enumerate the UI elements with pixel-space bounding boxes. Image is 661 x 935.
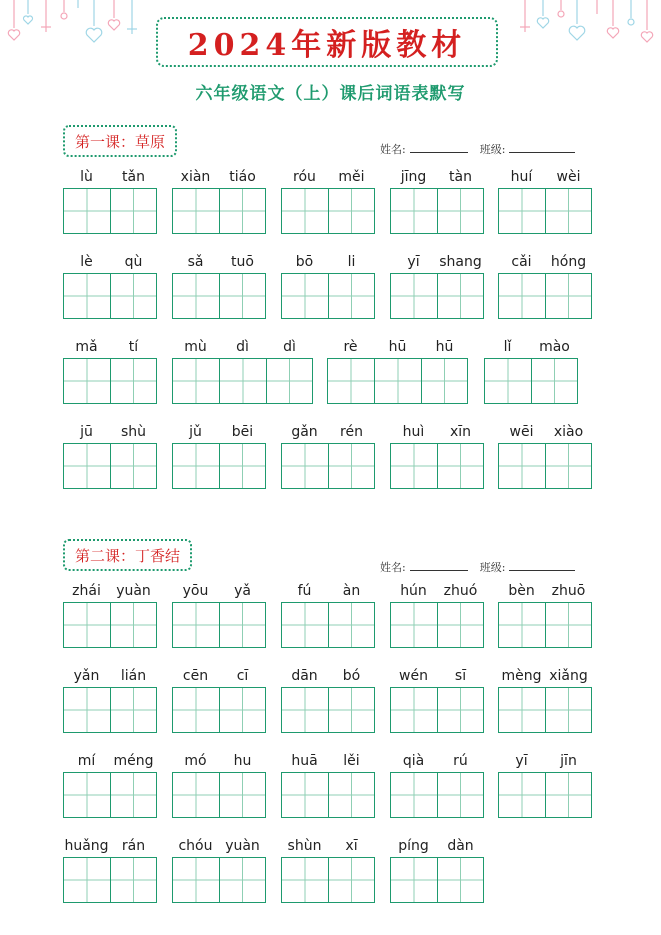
- writing-box[interactable]: [545, 772, 592, 818]
- pinyin-syllable: dì: [236, 339, 249, 355]
- title-banner: [156, 17, 498, 67]
- writing-box[interactable]: [484, 358, 532, 404]
- writing-box[interactable]: [110, 358, 157, 404]
- writing-box[interactable]: [172, 772, 220, 818]
- pinyin-syllable: hū: [388, 339, 407, 355]
- writing-box[interactable]: [328, 857, 375, 903]
- pinyin-syllable: dì: [283, 339, 296, 355]
- writing-box[interactable]: [281, 602, 329, 648]
- pinyin-syllable: tàn: [449, 169, 472, 185]
- writing-box[interactable]: [437, 687, 484, 733]
- word-group: [281, 253, 375, 319]
- word-group: [172, 837, 266, 903]
- writing-box[interactable]: [390, 772, 438, 818]
- pinyin-syllable: bō: [295, 254, 314, 270]
- word-group: [390, 253, 484, 319]
- writing-box[interactable]: [437, 273, 484, 319]
- writing-box[interactable]: [328, 443, 375, 489]
- writing-box[interactable]: [110, 772, 157, 818]
- writing-box[interactable]: [219, 358, 267, 404]
- pinyin-syllable: jīng: [400, 169, 427, 185]
- hanging-hearts-decoration-right: [515, 0, 655, 50]
- word-group: [63, 837, 157, 903]
- pinyin-syllable: qù: [124, 254, 143, 270]
- pinyin-syllable: fú: [297, 583, 312, 599]
- writing-box[interactable]: [63, 772, 111, 818]
- pinyin-syllable: xī: [345, 838, 358, 854]
- word-group: [281, 667, 375, 733]
- writing-box[interactable]: [63, 273, 111, 319]
- pinyin-syllable: jǔ: [189, 424, 202, 440]
- pinyin-syllable: cēn: [182, 668, 209, 684]
- writing-box[interactable]: [328, 772, 375, 818]
- pinyin-syllable: hóng: [550, 254, 587, 270]
- writing-box[interactable]: [437, 443, 484, 489]
- word-group: [63, 582, 157, 648]
- name-blank[interactable]: [410, 560, 468, 571]
- writing-box[interactable]: [281, 687, 329, 733]
- pinyin-syllable: méng: [113, 753, 154, 769]
- pinyin-syllable: dān: [291, 668, 318, 684]
- class-blank[interactable]: [509, 560, 575, 571]
- pinyin-syllable: bèn: [508, 583, 535, 599]
- pinyin-syllable: mǎ: [75, 339, 98, 355]
- pinyin-syllable: gǎn: [291, 424, 318, 440]
- writing-box[interactable]: [498, 443, 546, 489]
- pinyin-syllable: píng: [398, 838, 429, 854]
- pinyin-syllable: tuō: [231, 254, 254, 270]
- writing-box[interactable]: [63, 443, 111, 489]
- pinyin-syllable: lè: [80, 254, 93, 270]
- writing-box[interactable]: [219, 857, 266, 903]
- hanging-hearts-decoration-left: [6, 0, 146, 50]
- word-group: [172, 168, 266, 234]
- writing-box[interactable]: [63, 857, 111, 903]
- writing-box[interactable]: [219, 188, 266, 234]
- pinyin-syllable: huì: [402, 424, 425, 440]
- writing-box[interactable]: [390, 443, 438, 489]
- word-group: [172, 338, 313, 404]
- lesson-label: 第一课：草原: [63, 125, 177, 157]
- word-group: [390, 752, 484, 818]
- name-class-line: [380, 559, 575, 575]
- word-group: [172, 582, 266, 648]
- word-group: [281, 168, 375, 234]
- pinyin-syllable: li: [347, 254, 356, 270]
- pinyin-syllable: àn: [342, 583, 361, 599]
- lesson-label: 第二课：丁香结: [63, 539, 192, 571]
- pinyin-syllable: yōu: [182, 583, 209, 599]
- pinyin-syllable: xīn: [449, 424, 472, 440]
- pinyin-syllable: yī: [407, 254, 420, 270]
- writing-box[interactable]: [172, 687, 220, 733]
- word-group: [498, 253, 592, 319]
- word-group: [498, 752, 592, 818]
- word-group: [498, 667, 592, 733]
- pinyin-syllable: wēi: [509, 424, 534, 440]
- writing-box[interactable]: [172, 857, 220, 903]
- pinyin-syllable: huí: [510, 169, 533, 185]
- word-group: [281, 423, 375, 489]
- pinyin-syllable: lǐ: [503, 339, 512, 355]
- writing-box[interactable]: [437, 602, 484, 648]
- word-group: [63, 253, 157, 319]
- writing-box[interactable]: [545, 273, 592, 319]
- pinyin-syllable: tí: [128, 339, 139, 355]
- writing-box[interactable]: [390, 687, 438, 733]
- word-group: [281, 837, 375, 903]
- writing-box[interactable]: [545, 443, 592, 489]
- name-blank[interactable]: [410, 142, 468, 153]
- class-label: 班级:: [479, 143, 506, 156]
- pinyin-syllable: dàn: [447, 838, 474, 854]
- writing-box[interactable]: [498, 273, 546, 319]
- writing-box[interactable]: [110, 188, 157, 234]
- writing-box[interactable]: [281, 443, 329, 489]
- pinyin-syllable: hū: [435, 339, 454, 355]
- pinyin-syllable: lián: [120, 668, 147, 684]
- page-subtitle: 六年级语文（上）课后词语表默写: [195, 84, 466, 104]
- pinyin-syllable: wén: [399, 668, 428, 684]
- writing-box[interactable]: [63, 602, 111, 648]
- writing-box[interactable]: [110, 443, 157, 489]
- word-group: [390, 582, 484, 648]
- pinyin-syllable: sī: [454, 668, 467, 684]
- writing-box[interactable]: [219, 273, 266, 319]
- pinyin-syllable: wèi: [556, 169, 581, 185]
- pinyin-syllable: lěi: [343, 753, 360, 769]
- writing-box[interactable]: [281, 772, 329, 818]
- writing-box[interactable]: [390, 602, 438, 648]
- pinyin-syllable: jū: [80, 424, 93, 440]
- writing-box[interactable]: [110, 602, 157, 648]
- pinyin-syllable: mèng: [501, 668, 542, 684]
- writing-box[interactable]: [498, 602, 546, 648]
- pinyin-syllable: shùn: [287, 838, 322, 854]
- writing-box[interactable]: [545, 188, 592, 234]
- pinyin-syllable: cǎi: [511, 254, 532, 270]
- writing-box[interactable]: [219, 602, 266, 648]
- word-group: [484, 338, 578, 404]
- pinyin-syllable: hu: [233, 753, 252, 769]
- pinyin-syllable: jīn: [560, 753, 577, 769]
- writing-box[interactable]: [219, 772, 266, 818]
- pinyin-syllable: róu: [293, 169, 316, 185]
- pinyin-syllable: rén: [340, 424, 363, 440]
- pinyin-syllable: qià: [402, 753, 425, 769]
- word-group: [172, 667, 266, 733]
- writing-box[interactable]: [172, 602, 220, 648]
- writing-box[interactable]: [63, 188, 111, 234]
- pinyin-syllable: shù: [120, 424, 147, 440]
- pinyin-syllable: xiào: [553, 424, 584, 440]
- writing-box[interactable]: [327, 358, 375, 404]
- pinyin-syllable: xiàn: [180, 169, 211, 185]
- pinyin-syllable: hún: [400, 583, 427, 599]
- word-group: [172, 423, 266, 489]
- pinyin-syllable: tǎn: [122, 169, 145, 185]
- pinyin-syllable: yī: [515, 753, 528, 769]
- class-blank[interactable]: [509, 142, 575, 153]
- word-group: [390, 423, 484, 489]
- writing-box[interactable]: [328, 687, 375, 733]
- writing-box[interactable]: [498, 687, 546, 733]
- pinyin-syllable: xiǎng: [549, 668, 588, 684]
- pinyin-syllable: lù: [80, 169, 93, 185]
- word-group: [390, 168, 484, 234]
- pinyin-syllable: měi: [338, 169, 365, 185]
- writing-box[interactable]: [437, 772, 484, 818]
- name-label: 姓名:: [380, 143, 406, 156]
- writing-box[interactable]: [63, 687, 111, 733]
- writing-box[interactable]: [374, 358, 422, 404]
- writing-box[interactable]: [110, 687, 157, 733]
- writing-box[interactable]: [390, 857, 438, 903]
- word-group: [498, 582, 592, 648]
- writing-box[interactable]: [421, 358, 468, 404]
- word-group: [390, 667, 484, 733]
- writing-box[interactable]: [437, 857, 484, 903]
- writing-box[interactable]: [266, 358, 313, 404]
- pinyin-syllable: tiáo: [229, 169, 256, 185]
- writing-box[interactable]: [390, 188, 438, 234]
- writing-box[interactable]: [281, 188, 329, 234]
- word-group: [390, 837, 484, 903]
- pinyin-syllable: cī: [236, 668, 249, 684]
- pinyin-syllable: rè: [343, 339, 358, 355]
- pinyin-syllable: mào: [539, 339, 570, 355]
- word-group: [63, 338, 157, 404]
- pinyin-syllable: mù: [184, 339, 207, 355]
- name-label: 姓名:: [380, 561, 406, 574]
- pinyin-syllable: mí: [77, 753, 96, 769]
- writing-box[interactable]: [498, 772, 546, 818]
- pinyin-syllable: yuàn: [116, 583, 151, 599]
- word-group: [63, 423, 157, 489]
- writing-box[interactable]: [281, 273, 329, 319]
- writing-box[interactable]: [498, 188, 546, 234]
- writing-box[interactable]: [172, 443, 220, 489]
- writing-box[interactable]: [328, 602, 375, 648]
- writing-box[interactable]: [328, 273, 375, 319]
- writing-box[interactable]: [110, 857, 157, 903]
- pinyin-syllable: zhái: [72, 583, 101, 599]
- pinyin-syllable: bó: [342, 668, 361, 684]
- writing-box[interactable]: [172, 358, 220, 404]
- pinyin-syllable: zhuó: [443, 583, 478, 599]
- name-class-line: [380, 141, 575, 157]
- word-group: [498, 168, 592, 234]
- pinyin-syllable: shang: [439, 254, 482, 270]
- writing-box[interactable]: [545, 602, 592, 648]
- pinyin-syllable: rán: [121, 838, 146, 854]
- writing-box[interactable]: [172, 188, 220, 234]
- writing-box[interactable]: [63, 358, 111, 404]
- writing-box[interactable]: [219, 443, 266, 489]
- writing-box[interactable]: [531, 358, 578, 404]
- word-group: [63, 752, 157, 818]
- word-group: [63, 168, 157, 234]
- pinyin-syllable: zhuō: [551, 583, 586, 599]
- writing-box[interactable]: [219, 687, 266, 733]
- pinyin-syllable: mó: [184, 753, 207, 769]
- pinyin-syllable: yuàn: [225, 838, 260, 854]
- word-group: [281, 752, 375, 818]
- word-group: [63, 667, 157, 733]
- writing-box[interactable]: [172, 273, 220, 319]
- pinyin-syllable: yǎn: [73, 668, 100, 684]
- word-group: [281, 582, 375, 648]
- word-group: [172, 752, 266, 818]
- page-title: 2024年新版教材: [187, 28, 467, 63]
- writing-box[interactable]: [545, 687, 592, 733]
- writing-box[interactable]: [110, 273, 157, 319]
- class-label: 班级:: [479, 561, 506, 574]
- writing-box[interactable]: [281, 857, 329, 903]
- word-group: [498, 423, 592, 489]
- writing-box[interactable]: [390, 273, 438, 319]
- pinyin-syllable: rú: [453, 753, 468, 769]
- writing-box[interactable]: [328, 188, 375, 234]
- word-group: [327, 338, 468, 404]
- pinyin-syllable: huǎng: [64, 838, 109, 854]
- word-group: [172, 253, 266, 319]
- pinyin-syllable: sǎ: [187, 254, 204, 270]
- pinyin-syllable: bēi: [231, 424, 254, 440]
- pinyin-syllable: chóu: [178, 838, 213, 854]
- pinyin-syllable: yǎ: [234, 583, 251, 599]
- writing-box[interactable]: [437, 188, 484, 234]
- pinyin-syllable: huā: [291, 753, 318, 769]
